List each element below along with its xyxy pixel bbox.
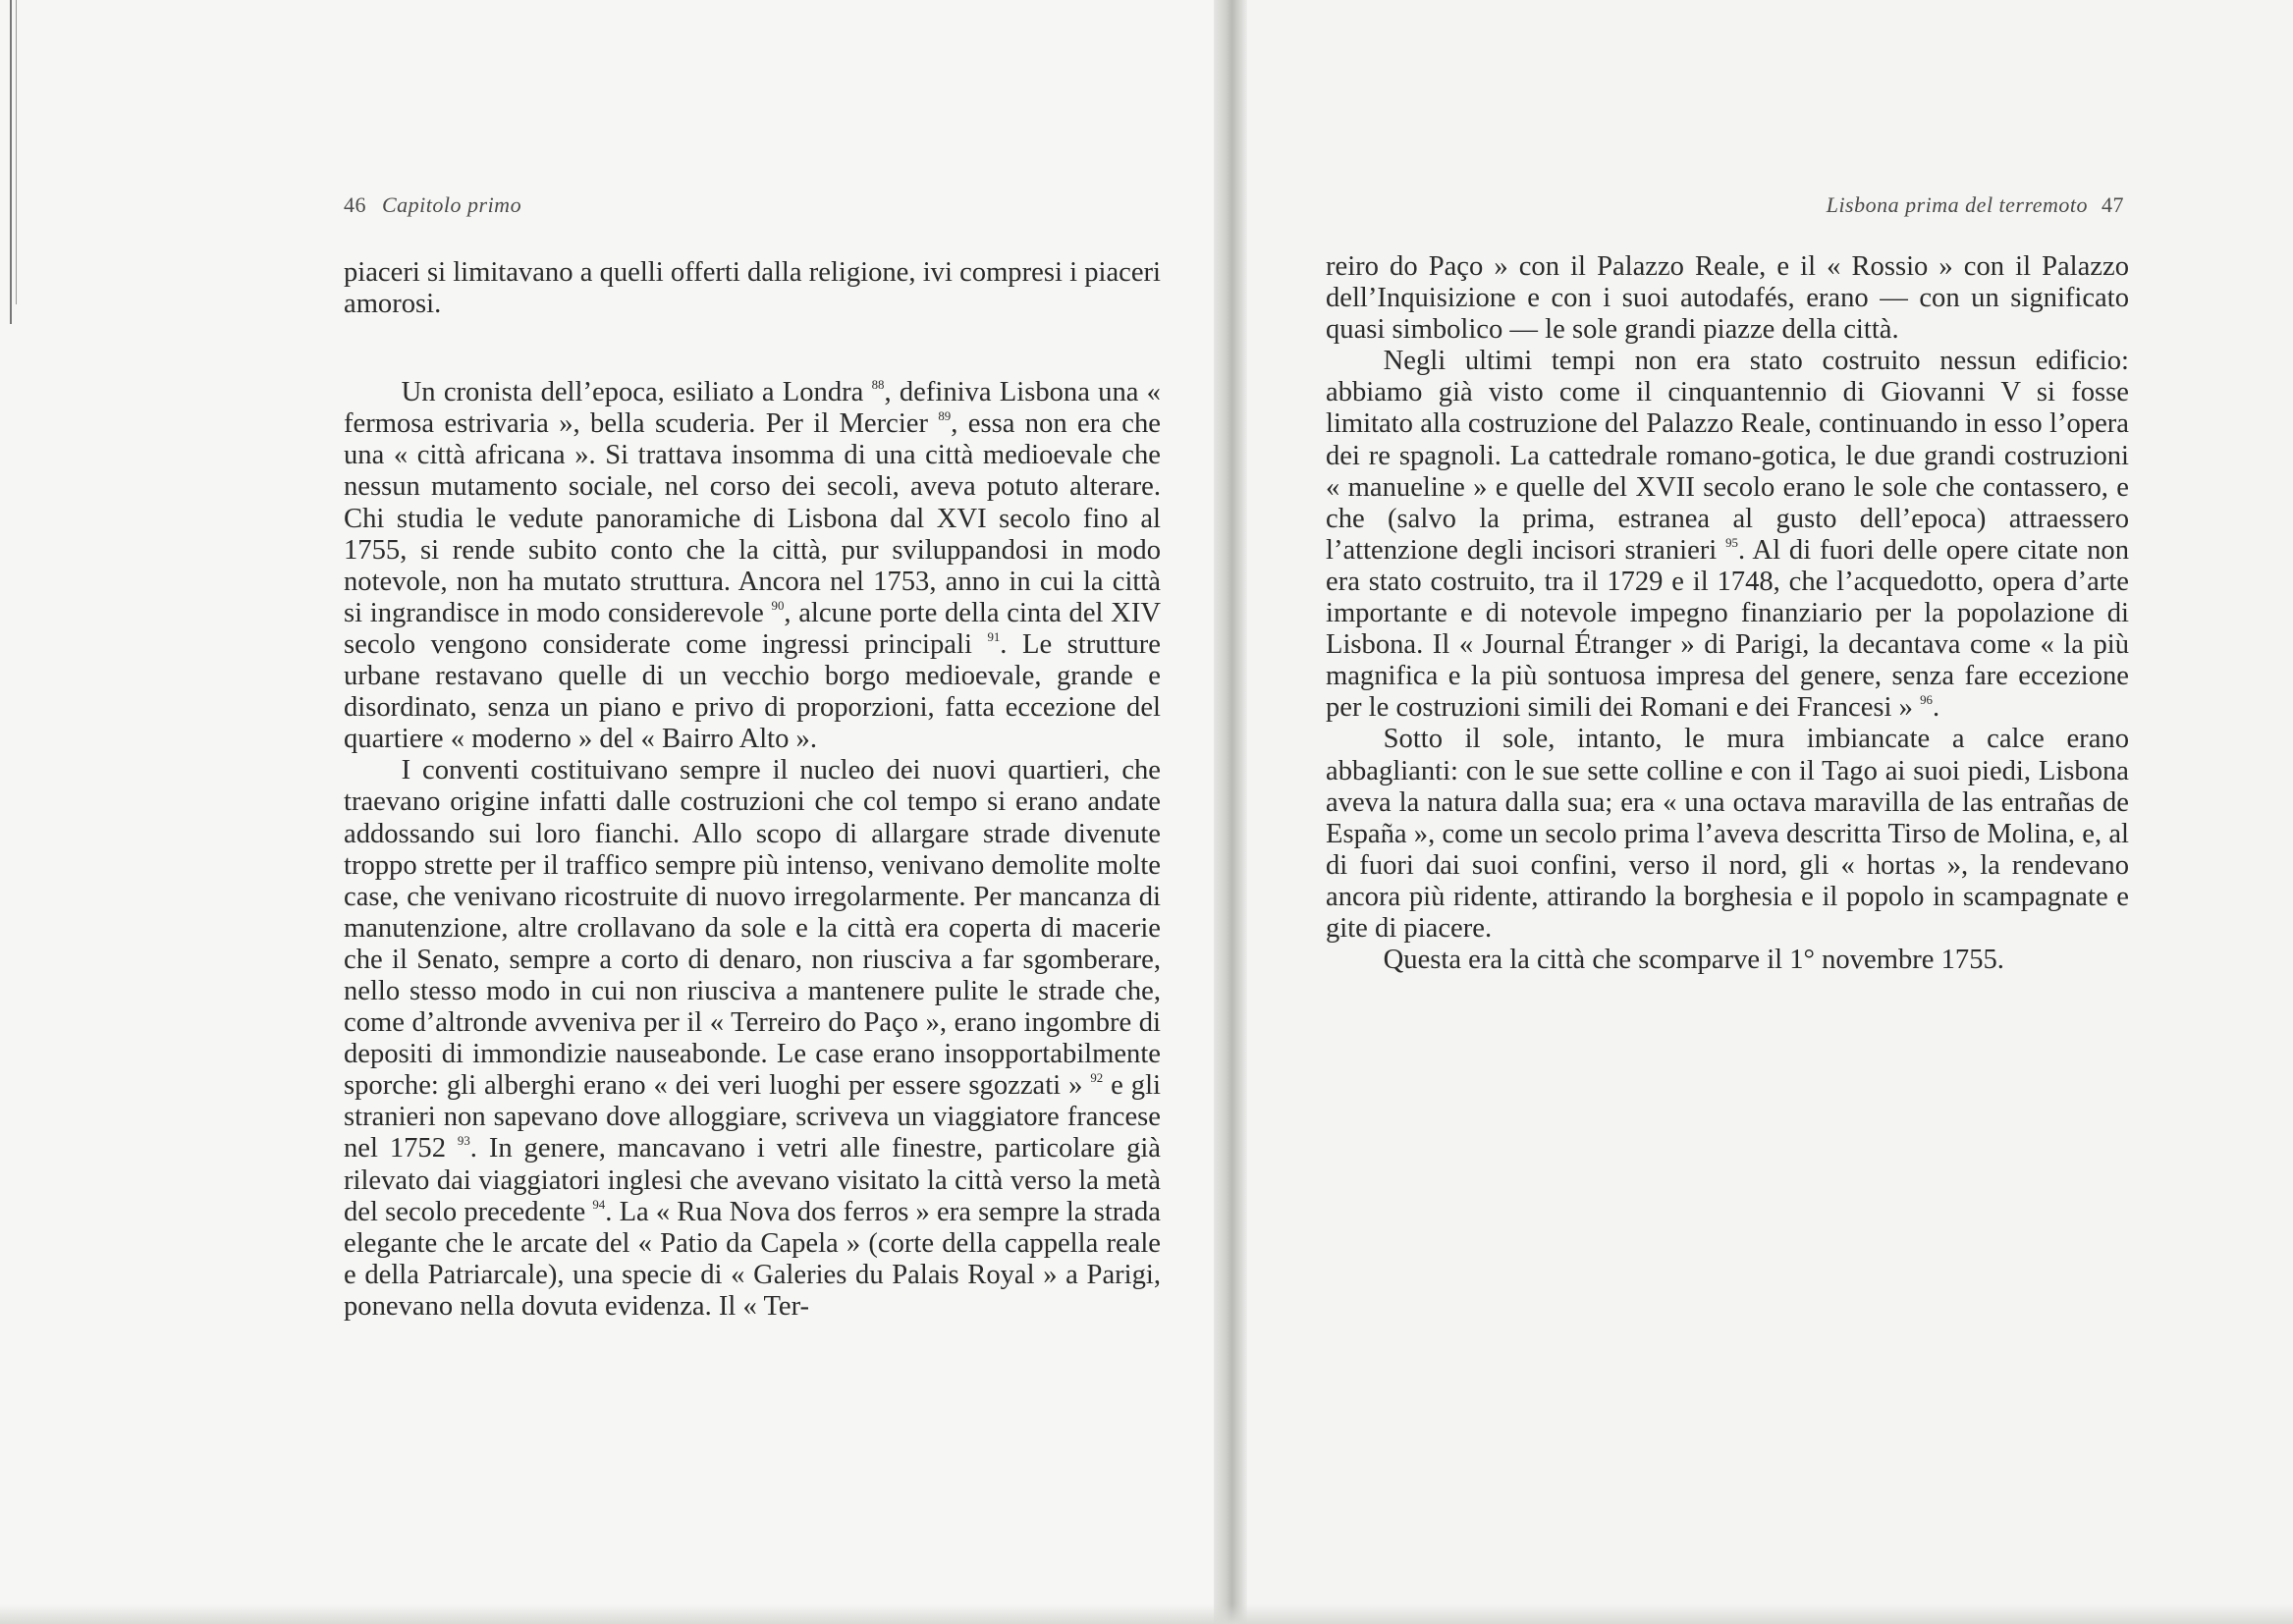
page-bottom-edge xyxy=(0,1604,2293,1624)
text-run: , essa non era che una « città africana ». Si trattava insomma di una città medioevale che nessun mutamento sociale, nel corso dei secoli, aveva potuto alterare. Chi studia le vedute panoramiche di Lisbona dal XVI secolo fino al 1755, si rende subito conto che la città, pur sviluppandosi in modo notevole, non ha mutato struttura. Ancora nel 1753, anno in cui la città si ingrandisce in modo considerevole xyxy=(344,408,1161,628)
right-running-head xyxy=(1827,192,2124,218)
paragraph xyxy=(1326,724,2129,945)
text-run: , definiva Lisbona una « fermosa estrivaria », bella scuderia. Per il Mercier xyxy=(344,377,1161,440)
scan-edge-line xyxy=(10,0,12,324)
footnote-marker: 95 xyxy=(1725,535,1738,550)
text-run: . xyxy=(1932,692,1940,724)
footnote-marker: 91 xyxy=(987,629,1001,644)
text-run: . La « Rua Nova dos ferros » era sempre la strada elegante che le arcate del « Patio da Capela » (corte della cappella reale e della Patriarcale), una specie di « Galeries du Palais Royal » a Parigi, ponevano nella dovuta evidenza. Il « Ter- xyxy=(344,1196,1161,1322)
text-run: Sotto il sole, intanto, le mura imbiancate a calce erano abbaglianti: con le sue sette colline e con il Tago ai suoi piedi, Lisbona aveva la natura dalla sua; era « una octava maravilla de las entrañas de España », come un secolo prima l’aveva descritta Tirso de Molina, e, al di fuori dai suoi confini, verso il nord, gli « hortas », la rendevano ancora più ridente, attirando la borghesia e il popolo in scampagnate e gite di piacere. xyxy=(1326,724,2129,944)
left-body-text xyxy=(344,257,1161,1323)
left-page-number: 46 xyxy=(344,192,366,217)
footnote-marker: 90 xyxy=(771,598,785,613)
footnote-marker: 94 xyxy=(592,1197,606,1212)
text-run: piaceri si limitavano a quelli offerti dalla religione, ivi compresi i piaceri amorosi. xyxy=(344,257,1161,320)
footnote-marker: 88 xyxy=(871,377,885,392)
paragraph xyxy=(1326,346,2129,724)
paragraph xyxy=(344,377,1161,755)
right-page-number: 47 xyxy=(2102,192,2124,217)
right-body-text xyxy=(1326,251,2129,976)
text-run: . Le strutture urbane restavano quelle di un vecchio borgo medioevale, grande e disordinato, senza un piano e privo di proporzioni, fatta eccezione del quartiere « moderno » del « Bairro Alto ». xyxy=(344,628,1161,755)
paragraph xyxy=(1326,251,2129,346)
paragraph xyxy=(1326,945,2129,976)
text-run: . Al di fuori delle opere citate non era stato costruito, tra il 1729 e il 1748, che l’acquedotto, opera d’arte importante e di notevole impegno finanziario per la popolazione di Lisbona. Il « Journal Étranger » di Parigi, la decantava come « la più magnifica e la più sontuosa impresa del genere, senza fare eccezione per le costruzioni simili dei Romani e dei Francesi » xyxy=(1326,534,2129,724)
footnote-marker: 89 xyxy=(938,409,952,424)
left-chapter-title: Capitolo primo xyxy=(382,192,522,217)
scan-edge-line-secondary xyxy=(16,0,17,304)
footnote-marker: 96 xyxy=(1920,693,1933,708)
footnote-marker: 92 xyxy=(1090,1071,1104,1086)
text-run: Negli ultimi tempi non era stato costruito nessun edificio: abbiamo già visto come il cinquantennio di Giovanni V si fosse limitato alla costruzione del Palazzo Reale, continuando in esso l’opera dei re spagnoli. La cattedrale romano-gotica, le due grandi costruzioni « manueline » e quelle del XVII secolo erano le sole che contassero, e che (salvo la prima, estranea al gusto dell’epoca) attraessero l’attenzione degli incisori stranieri xyxy=(1326,346,2129,566)
paragraph xyxy=(344,257,1161,320)
text-run: I conventi costituivano sempre il nucleo dei nuovi quartieri, che traevano origine infatti dalle costruzioni che col tempo si erano andate addossando sui loro fianchi. Allo scopo di allargare strade divenute troppo strette per il traffico sempre più intenso, venivano demolite molte case, che venivano ricostruite di nuovo irregolarmente. Per mancanza di manutenzione, altre crollavano da sole e la città era coperta di macerie che il Senato, sempre a corto di denaro, non riusciva a far sgomberare, nello stesso modo in cui non riusciva a mantenere pulite le strade che, come d’altronde avveniva per il « Terreiro do Paço », erano ingombre di depositi di immondizie nauseabonde. Le case erano insopportabilmente sporche: gli alberghi erano « dei veri luoghi per essere sgozzati » xyxy=(344,755,1161,1102)
text-run: e gli stranieri non sapevano dove alloggiare, scriveva un viaggiatore francese nel 1752 xyxy=(344,1070,1161,1164)
left-running-head xyxy=(344,192,521,218)
text-run: reiro do Paço » con il Palazzo Reale, e il « Rossio » con il Palazzo dell’Inquisizione e con i suoi autodafés, erano — con un significato quasi simbolico — le sole grandi piazze della città. xyxy=(1326,251,2129,346)
text-run: . In genere, mancavano i vetri alle finestre, particolare già rilevato dai viaggiatori inglesi che avevano visitato la città verso la metà del secolo precedente xyxy=(344,1133,1161,1227)
paragraph xyxy=(344,755,1161,1323)
book-gutter xyxy=(1214,0,1247,1624)
text-run: Questa era la città che scomparve il 1° novembre 1755. xyxy=(1383,945,2004,976)
right-chapter-title: Lisbona prima del terremoto xyxy=(1826,192,2088,217)
text-run: Un cronista dell’epoca, esiliato a Londra xyxy=(401,377,872,408)
footnote-marker: 93 xyxy=(457,1134,470,1149)
text-run: , alcune porte della cinta del XIV secolo vengono considerate come ingressi principali xyxy=(344,597,1161,660)
